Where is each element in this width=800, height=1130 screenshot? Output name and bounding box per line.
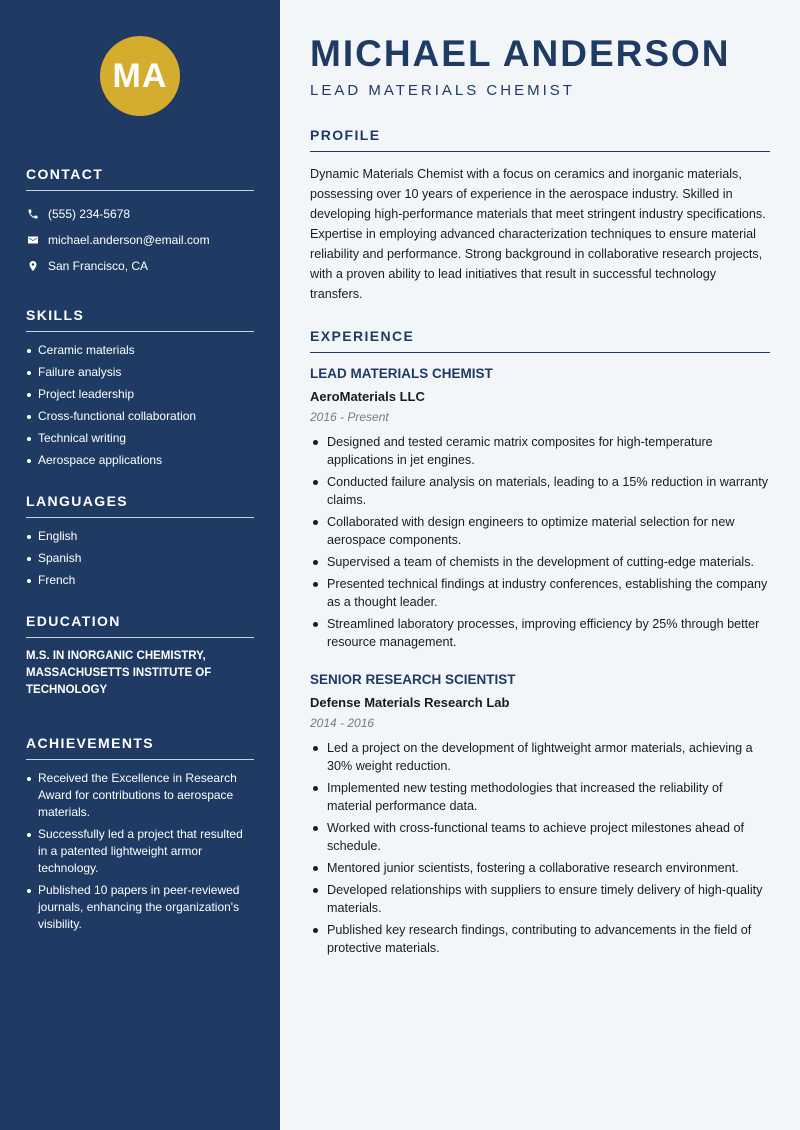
skill-item: Aerospace applications: [26, 452, 254, 469]
languages-list: [26, 528, 254, 589]
languages-section: [26, 493, 254, 589]
profile-heading: PROFILE: [310, 127, 770, 152]
job-bullet: Implemented new testing methodologies that increased the reliability of material performance data.: [310, 779, 770, 815]
experience-section: [310, 328, 770, 957]
job-bullet: Conducted failure analysis on materials, leading to a 15% reduction in warranty claims.: [310, 473, 770, 509]
achievements-section: [26, 735, 254, 933]
job-bullets: [310, 739, 770, 957]
skill-item: Failure analysis: [26, 364, 254, 381]
phone-text: (555) 234-5678: [48, 207, 131, 221]
job-title: SENIOR RESEARCH SCIENTIST: [310, 672, 516, 687]
skill-item: Cross-functional collaboration: [26, 408, 254, 425]
job-bullet: Designed and tested ceramic matrix composites for high-temperature applications in jet engines.: [310, 433, 770, 469]
job-bullet: Streamlined laboratory processes, improving efficiency by 25% through better resource management.: [310, 615, 770, 651]
skill-item: Ceramic materials: [26, 342, 254, 359]
achievement-item: Published 10 papers in peer-reviewed journals, enhancing the organization's visibility.: [26, 882, 254, 933]
job-dates: 2014 - 2016: [310, 716, 375, 730]
job-entry: [310, 671, 770, 957]
languages-heading: LANGUAGES: [26, 493, 254, 518]
achievement-item: Successfully led a project that resulted in a patented lightweight armor technology.: [26, 826, 254, 877]
contact-heading: CONTACT: [26, 166, 254, 191]
skill-item: Project leadership: [26, 386, 254, 403]
job-bullet: Mentored junior scientists, fostering a collaborative research environment.: [310, 859, 770, 877]
job-bullets: [310, 433, 770, 651]
language-item: English: [26, 528, 254, 545]
language-item: Spanish: [26, 550, 254, 567]
job-bullet: Presented technical findings at industry conferences, establishing the company as a thought leader.: [310, 575, 770, 611]
skill-item: Technical writing: [26, 430, 254, 447]
achievements-heading: ACHIEVEMENTS: [26, 735, 254, 760]
education-degree: M.S. IN INORGANIC CHEMISTRY, MASSACHUSETTS INSTITUTE OF TECHNOLOGY: [26, 650, 212, 696]
education-section: [26, 613, 254, 699]
education-heading: EDUCATION: [26, 613, 254, 638]
experience-heading: EXPERIENCE: [310, 328, 770, 353]
job-title: LEAD MATERIALS CHEMIST: [310, 366, 493, 381]
avatar: MA: [100, 36, 180, 116]
location-icon: [26, 259, 40, 273]
achievement-item: Received the Excellence in Research Award for contributions to aerospace materials.: [26, 770, 254, 821]
phone-icon: [26, 207, 40, 221]
job-bullet: Worked with cross-functional teams to achieve project milestones ahead of schedule.: [310, 819, 770, 855]
profile-section: [310, 127, 770, 304]
contact-phone: [26, 201, 254, 227]
skills-heading: SKILLS: [26, 307, 254, 332]
skills-list: [26, 342, 254, 469]
sidebar: [0, 0, 280, 1130]
skills-section: [26, 307, 254, 469]
job-bullet: Developed relationships with suppliers to ensure timely delivery of high-quality materials.: [310, 881, 770, 917]
location-text: San Francisco, CA: [48, 259, 149, 273]
person-name: MICHAEL ANDERSON: [310, 33, 731, 74]
job-bullet: Published key research findings, contributing to advancements in the field of protective materials.: [310, 921, 770, 957]
language-item: French: [26, 572, 254, 589]
main-content: [280, 0, 800, 1130]
job-bullet: Collaborated with design engineers to optimize material selection for new aerospace components.: [310, 513, 770, 549]
job-dates: 2016 - Present: [310, 410, 389, 424]
email-icon: [26, 233, 40, 247]
job-company: AeroMaterials LLC: [310, 389, 425, 404]
profile-text: Dynamic Materials Chemist with a focus on ceramics and inorganic materials, possessing over 10 years of experience in the aerospace industry. Skilled in developing high-performance materials that meet stringent industry specifications. Expertise in employing advanced characterization techniques to ensure material reliability and performance. Strong background in collaborative research projects, with a proven ability to lead initiatives that result in successful technology transfers.: [310, 167, 766, 301]
email-text[interactable]: michael.anderson@email.com: [48, 233, 210, 247]
achievements-list: [26, 770, 254, 933]
person-title: LEAD MATERIALS CHEMIST: [310, 82, 575, 99]
job-company: Defense Materials Research Lab: [310, 695, 510, 710]
contact-location: [26, 253, 254, 279]
job-bullet: Supervised a team of chemists in the development of cutting-edge materials.: [310, 553, 770, 571]
job-bullet: Led a project on the development of lightweight armor materials, achieving a 30% weight reduction.: [310, 739, 770, 775]
contact-email: [26, 227, 254, 253]
contact-section: [26, 166, 254, 279]
job-entry: [310, 365, 770, 651]
